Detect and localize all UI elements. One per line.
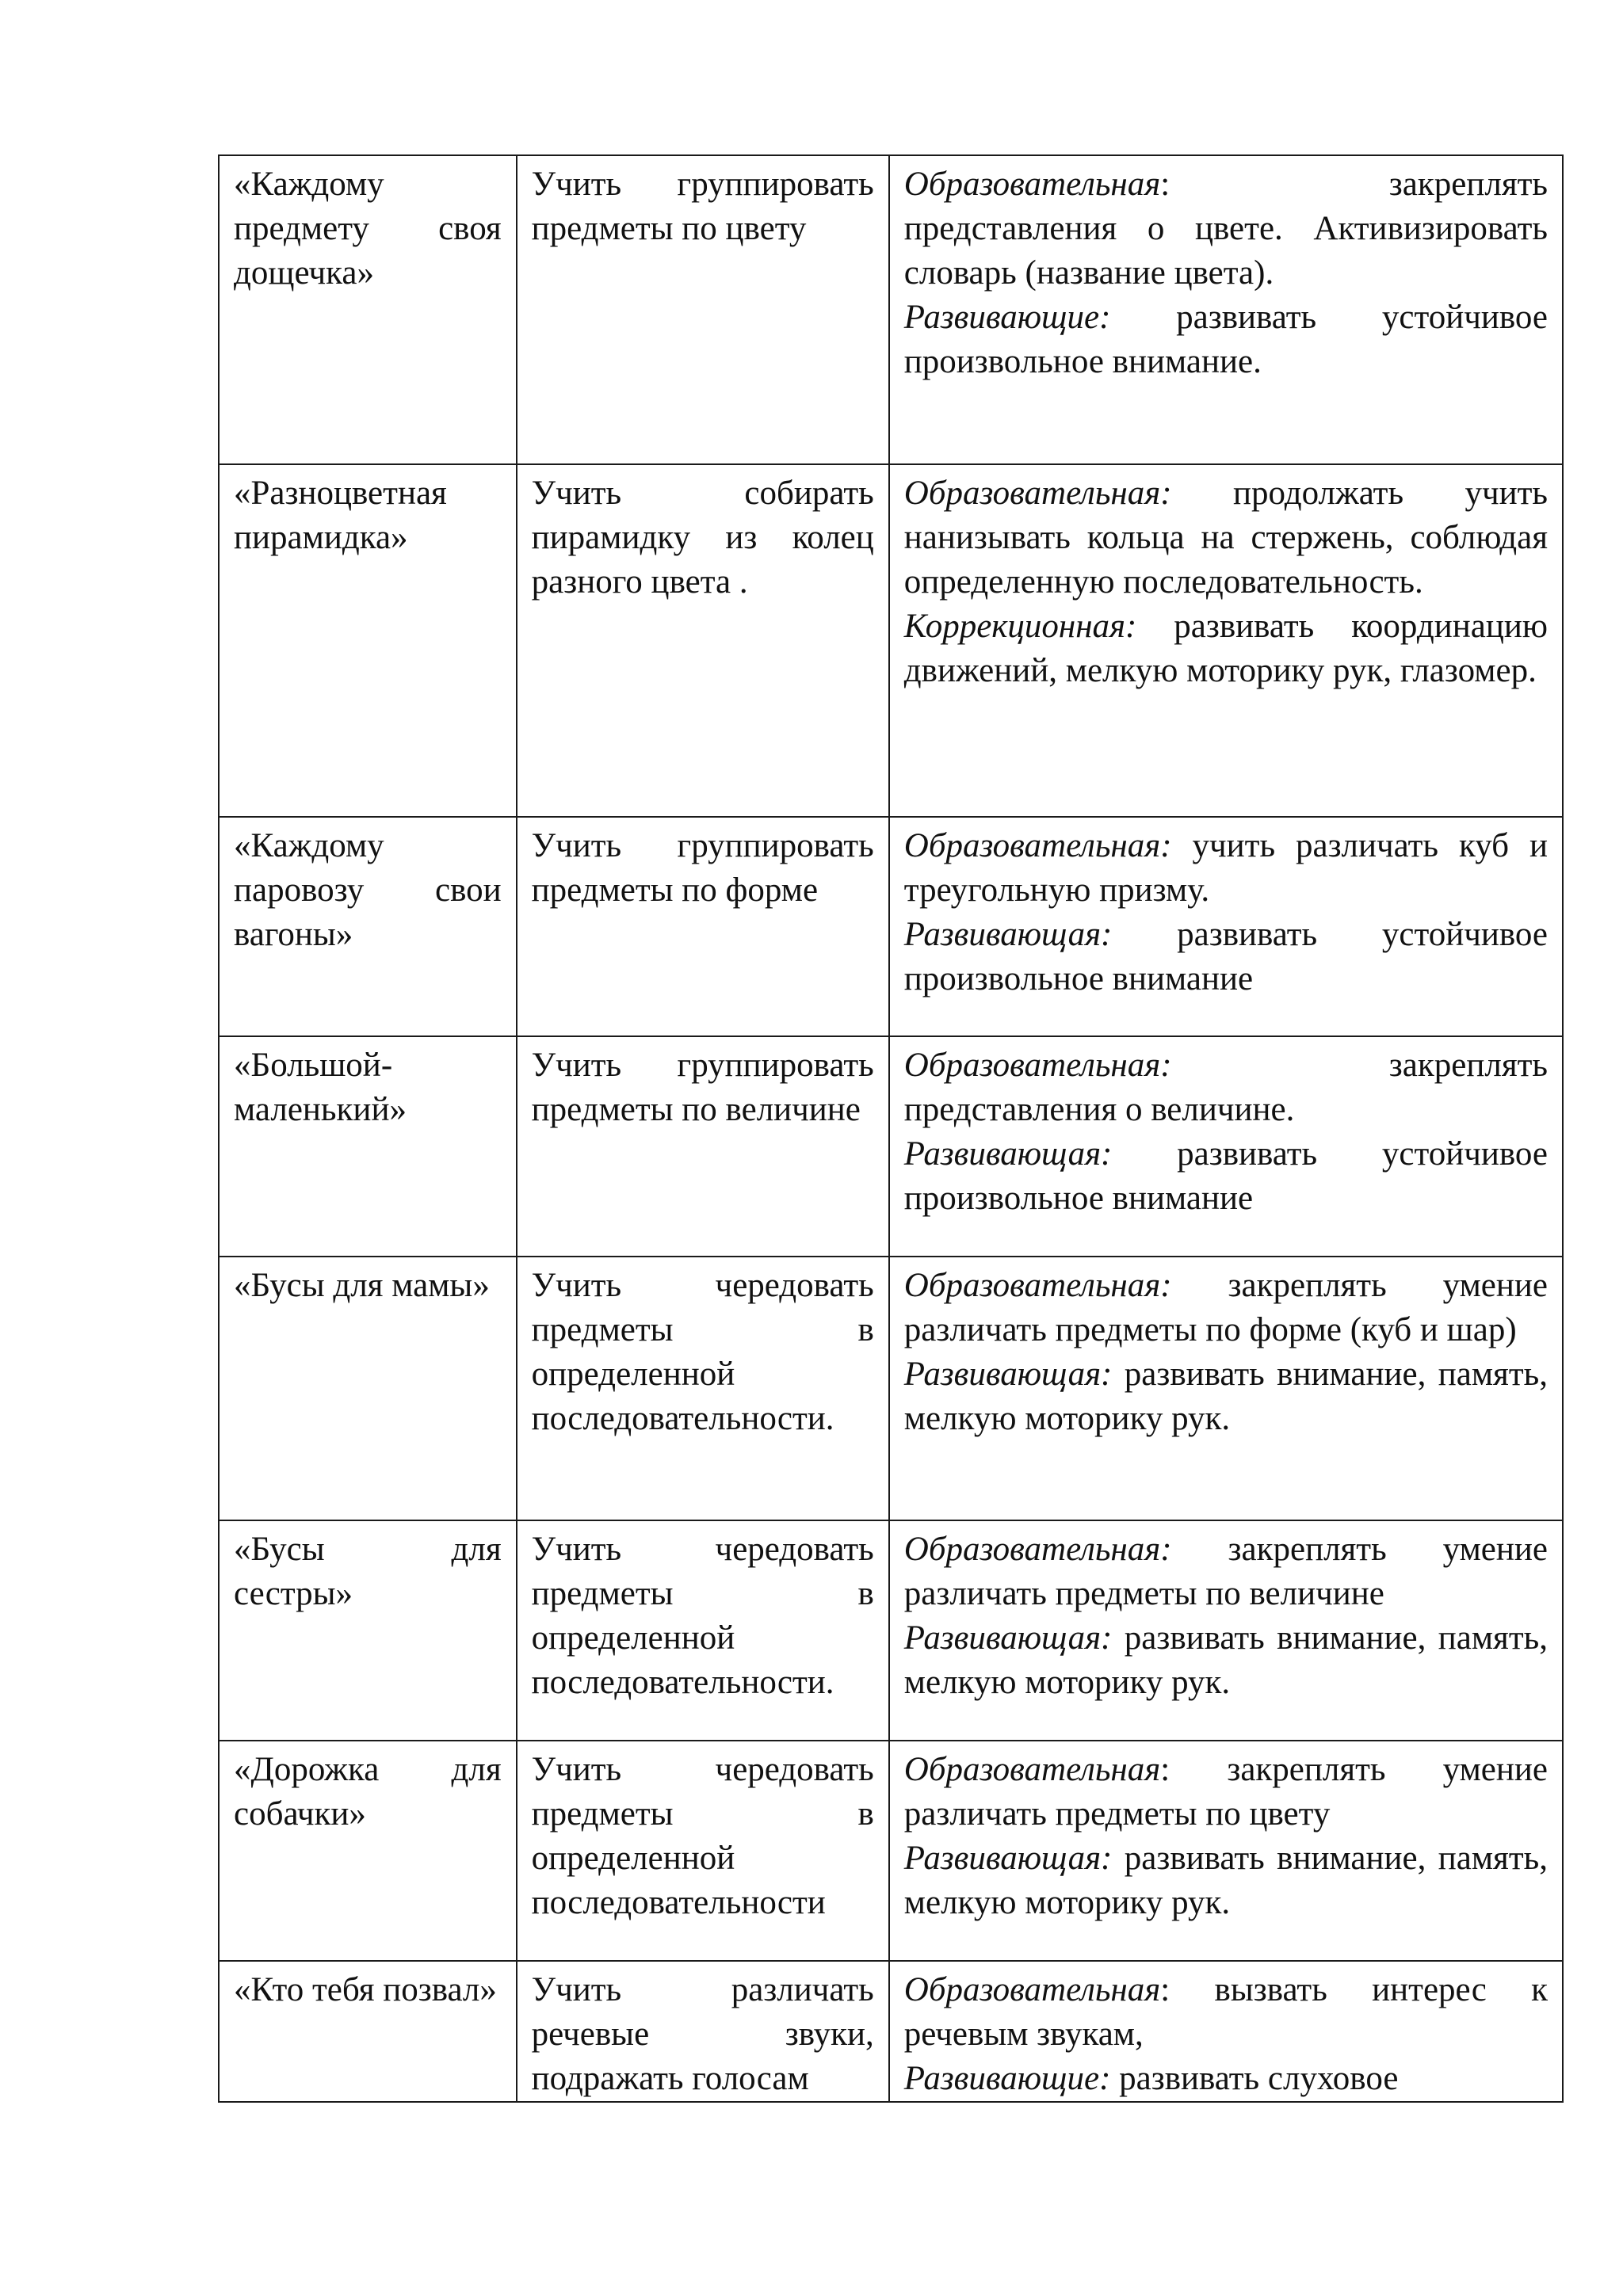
task-label: Образовательная — [903, 1751, 1161, 1788]
table-row — [219, 155, 1563, 464]
game-goal-cell: Учить чередовать предметы в определенной последовательности. — [517, 1520, 889, 1741]
task-separator — [1172, 1531, 1228, 1568]
game-name-cell: «Каждому предмету своя дощечка» — [219, 155, 517, 464]
task-label: Развивающая: — [903, 1619, 1113, 1657]
game-tasks-cell — [889, 1520, 1563, 1741]
task-text: развивать слуховое — [1119, 2060, 1399, 2097]
task-label: Образовательная — [903, 1971, 1161, 2008]
game-tasks-cell — [889, 1257, 1563, 1520]
task-label: Образовательная — [903, 166, 1161, 203]
task-separator — [1110, 299, 1176, 336]
task-label: Образовательная: — [903, 827, 1172, 864]
game-goal-cell: Учить собирать пирамидку из колец разного цвета . — [517, 464, 889, 817]
game-goal-cell: Учить группировать предметы по форме — [517, 817, 889, 1036]
task-label: Развивающие: — [903, 299, 1111, 336]
task-separator: : — [1160, 1971, 1215, 2008]
task-label: Развивающая: — [903, 1840, 1113, 1877]
task-separator: : — [1160, 1751, 1228, 1788]
task-text: закреплять умение различать предметы по форме (куб и шар) — [903, 1267, 1548, 1348]
table-row — [219, 464, 1563, 817]
game-name-cell: «Разноцветная пирамидка» — [219, 464, 517, 817]
task-separator — [1112, 1840, 1124, 1877]
task-text: развивать внимание, память, мелкую моторику рук. — [903, 1356, 1548, 1437]
game-tasks-cell — [889, 1961, 1563, 2102]
task-label: Образовательная: — [903, 475, 1172, 512]
game-name-cell: «Бусы для сестры» — [219, 1520, 517, 1741]
task-label: Развивающая: — [903, 1135, 1113, 1173]
task-label: Образовательная: — [903, 1267, 1172, 1304]
task-text: развивать внимание, память, мелкую моторику рук. — [903, 1840, 1548, 1921]
task-text: развивать внимание, память, мелкую моторику рук. — [903, 1619, 1548, 1701]
task-label: Развивающая: — [903, 1356, 1113, 1393]
task-separator — [1112, 1135, 1177, 1173]
game-name-cell: «Дорожка для собачки» — [219, 1741, 517, 1961]
game-tasks-cell — [889, 464, 1563, 817]
task-label: Развивающая: — [903, 916, 1113, 953]
games-table — [218, 154, 1564, 2103]
game-goal-cell: Учить чередовать предметы в определенной последовательности. — [517, 1257, 889, 1520]
task-text: учить различать куб и треугольную призму. — [903, 827, 1549, 909]
task-separator — [1110, 2060, 1119, 2097]
game-tasks-cell — [889, 1036, 1563, 1257]
task-text: развивать устойчивое произвольное внимание. — [903, 299, 1549, 380]
task-label: Образовательная: — [903, 1047, 1172, 1084]
game-tasks-cell — [889, 155, 1563, 464]
games-table-body — [219, 155, 1563, 2102]
table-row — [219, 1741, 1563, 1961]
task-text: развивать устойчивое произвольное внимание — [903, 1135, 1548, 1217]
task-text: закреплять представления о величине. — [903, 1047, 1548, 1128]
task-separator: : — [1160, 166, 1389, 203]
task-label: Образовательная: — [903, 1531, 1172, 1568]
table-row — [219, 1257, 1563, 1520]
task-text: развивать координацию движений, мелкую моторику рук, глазомер. — [903, 608, 1548, 689]
game-tasks-cell — [889, 1741, 1563, 1961]
task-separator — [1172, 1047, 1389, 1084]
game-name-cell: «Большой-маленький» — [219, 1036, 517, 1257]
task-separator — [1112, 1356, 1124, 1393]
table-row — [219, 1520, 1563, 1741]
table-row — [219, 817, 1563, 1036]
game-goal-cell: Учить группировать предметы по цвету — [517, 155, 889, 464]
task-text: развивать устойчивое произвольное внимание — [903, 916, 1548, 997]
task-separator — [1172, 827, 1193, 864]
game-name-cell: «Кто тебя позвал» — [219, 1961, 517, 2102]
task-text: закреплять умение различать предметы по цвету — [903, 1751, 1548, 1833]
task-separator — [1112, 1619, 1124, 1657]
task-separator — [1172, 475, 1233, 512]
task-text: закреплять умение различать предметы по величине — [903, 1531, 1548, 1612]
task-label: Коррекционная: — [903, 608, 1137, 645]
task-label: Развивающие: — [903, 2060, 1111, 2097]
task-separator — [1112, 916, 1177, 953]
task-text: закреплять представления о цвете. Активизировать словарь (название цвета). — [903, 166, 1548, 292]
task-text: продолжать учить нанизывать кольца на стержень, соблюдая определенную последовательность. — [903, 475, 1548, 601]
task-text: вызвать интерес к речевым звукам, — [903, 1971, 1549, 2053]
game-goal-cell: Учить различать речевые звуки, подражать голосам — [517, 1961, 889, 2102]
game-name-cell: «Бусы для мамы» — [219, 1257, 517, 1520]
game-tasks-cell — [889, 817, 1563, 1036]
game-goal-cell: Учить группировать предметы по величине — [517, 1036, 889, 1257]
task-separator — [1136, 608, 1174, 645]
game-name-cell: «Каждому паровозу свои вагоны» — [219, 817, 517, 1036]
table-row — [219, 1036, 1563, 1257]
table-row — [219, 1961, 1563, 2102]
game-goal-cell: Учить чередовать предметы в определенной последовательности — [517, 1741, 889, 1961]
task-separator — [1172, 1267, 1228, 1304]
